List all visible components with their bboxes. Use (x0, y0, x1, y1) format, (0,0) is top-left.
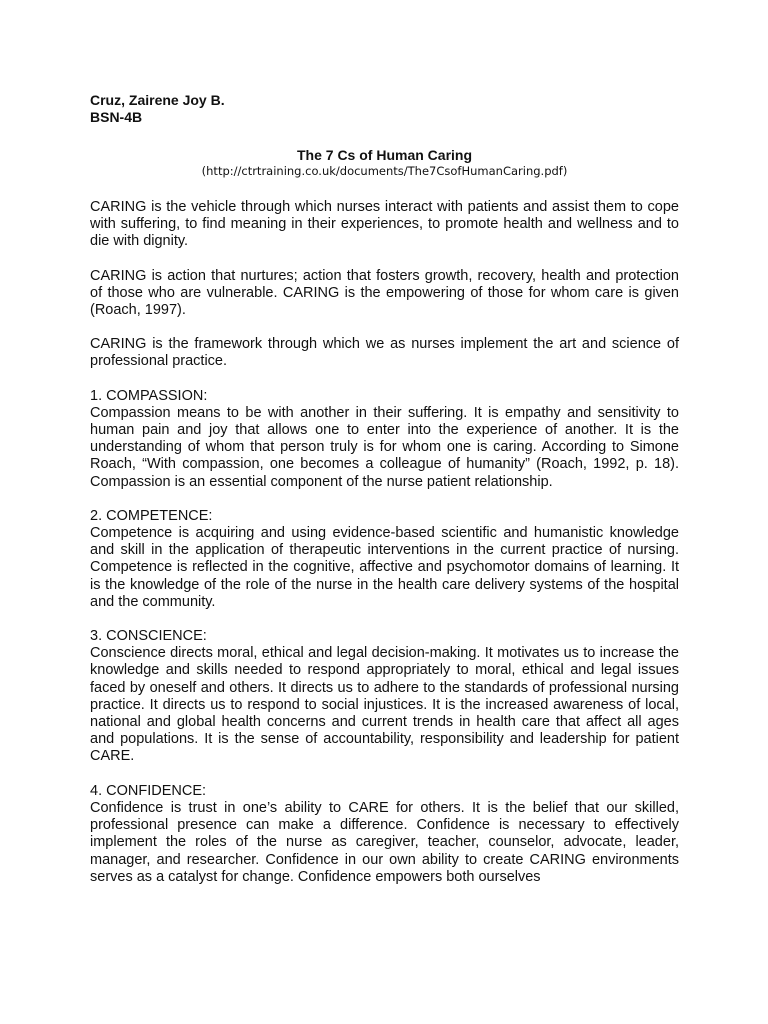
section-body-confidence: Confidence is trust in one’s ability to CARE for others. It is the belief that our skilled, professional presence can make a difference. Confidence is necessary to effectively implement the roles of the nurse as caregiver, teacher, counselor, advocate, leader, manager, and researcher. Confidence in our own ability to create CARING environments serves as a catalyst for change. Confidence empowers both ourselves (90, 799, 679, 885)
section-heading-confidence: 4. CONFIDENCE: (90, 782, 207, 799)
source-link[interactable]: (http://ctrtraining.co.uk/documents/The7CsofHumanCaring.pdf) (201, 164, 568, 178)
section-body-conscience: Conscience directs moral, ethical and legal decision-making. It motivates us to increase the knowledge and skills needed to respond appropriately to moral, ethical and legal issues faced by oneself and others. It directs us to adhere to the standards of professional nursing practice. It directs us to respond to social injustices. It is the increased awareness of local, national and global health concerns and current trends in health care that affect all ages and populations. It is the sense of accountability, responsibility and leadership for patient CARE. (90, 645, 679, 765)
intro-paragraph-3: CARING is the framework through which we as nurses implement the art and science of professional practice. (90, 336, 679, 370)
document-title: The 7 Cs of Human Caring (296, 147, 473, 163)
section-heading-compassion: 1. COMPASSION: (90, 387, 208, 404)
section-heading-competence: 2. COMPETENCE: (90, 507, 213, 524)
class-section: BSN-4B (90, 109, 143, 125)
author-name: Cruz, Zairene Joy B. (90, 92, 225, 108)
intro-paragraph-1: CARING is the vehicle through which nurses interact with patients and assist them to cope with suffering, to find meaning in their experiences, to promote health and wellness and to die with dignity. (90, 199, 679, 250)
section-body-competence: Competence is acquiring and using evidence-based scientific and humanistic knowledge and skill in the application of therapeutic interventions in the current practice of nursing. Competence is reflected in the cognitive, affective and psychomotor domains of learning. It is the knowledge of the role of the nurse in the health care delivery systems of the hospital and the community. (90, 525, 679, 610)
intro-paragraph-2: CARING is action that nurtures; action that fosters growth, recovery, health and protection of those who are vulnerable. CARING is the empowering of those for whom care is given (Roach, 1997). (90, 267, 679, 319)
section-body-compassion: Compassion means to be with another in their suffering. It is empathy and sensitivity to human pain and joy that allows one to enter into the experience of another. It is the understanding of whom that person truly is for whom one is caring. According to Simone Roach, “With compassion, one becomes a colleague of humanity” (Roach, 1992, p. 18). Compassion is an essential component of the nurse patient relationship. (90, 404, 679, 490)
section-heading-conscience: 3. CONSCIENCE: (90, 628, 207, 645)
